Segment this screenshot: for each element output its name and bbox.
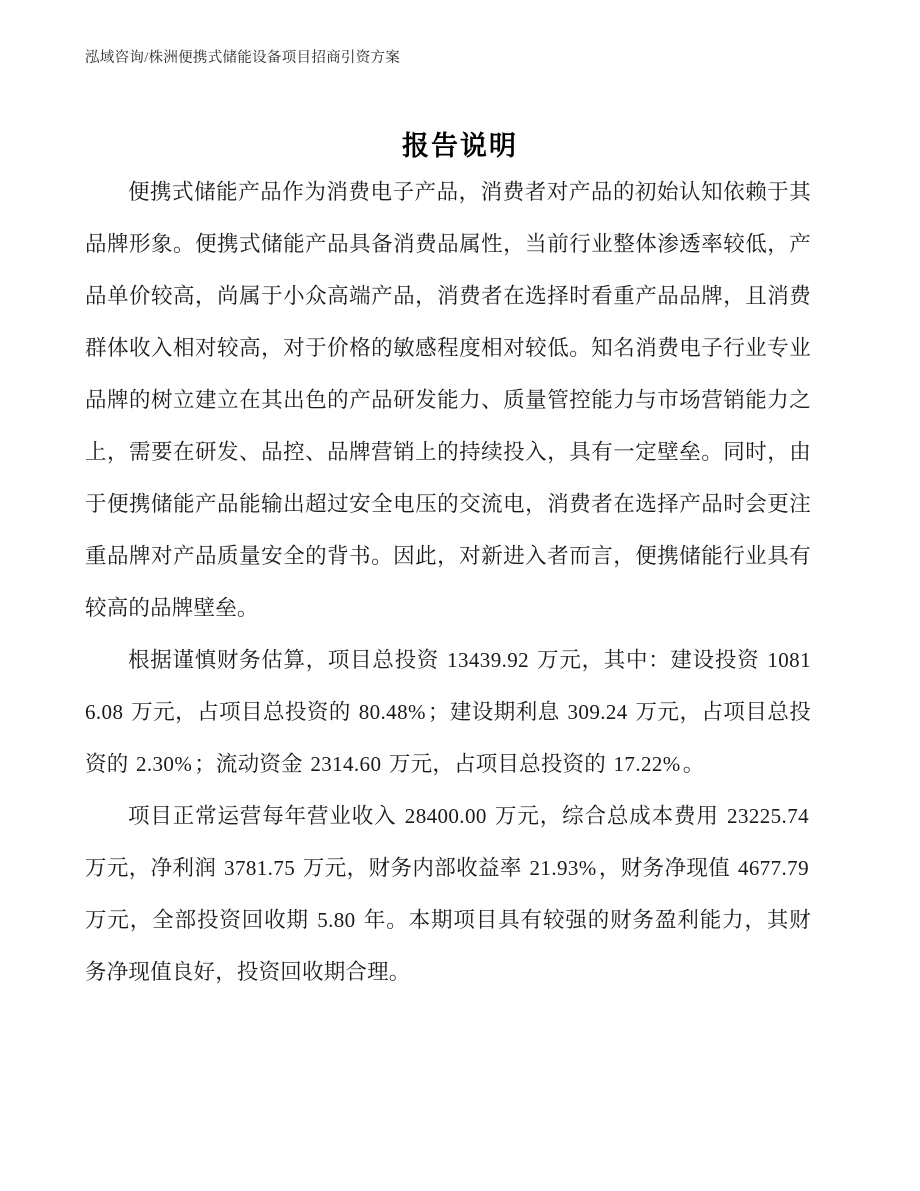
numeric-value: 28400.00 — [404, 804, 487, 828]
numeric-value: 309.24 — [567, 700, 628, 724]
document-body — [85, 166, 811, 998]
numeric-value: 3781.75 — [224, 856, 296, 880]
paragraph-investment-estimate: 根据谨慎财务估算，项目总投资 13439.92 万元，其中：建设投资 10816.08 万元，占项目总投资的 80.48%；建设期利息 309.24 万元，占项目总投资的 2.30%；流动资金 2314.60 万元，占项目总投资的 17.22%。 — [85, 648, 811, 776]
numeric-value: 2.30% — [135, 752, 193, 776]
numeric-value: 21.93% — [529, 856, 597, 880]
numeric-value: 17.22% — [613, 752, 681, 776]
numeric-value: 80.48% — [358, 700, 426, 724]
numeric-value: 10816.08 — [85, 648, 811, 724]
numeric-value: 23225.74 — [727, 804, 809, 828]
running-header: 泓域咨询/株洲便携式储能设备项目招商引资方案 — [85, 50, 401, 66]
paragraph-brand-barrier: 便携式储能产品作为消费电子产品，消费者对产品的初始认知依赖于其品牌形象。便携式储能产品具备消费品属性，当前行业整体渗透率较低，产品单价较高，尚属于小众高端产品，消费者在选择时看重产品品牌，且消费群体收入相对较高，对于价格的敏感程度相对较低。知名消费电子行业专业品牌的树立建立在其出色的产品研发能力、质量管控能力与市场营销能力之上，需要在研发、品控、品牌营销上的持续投入，具有一定壁垒。同时，由于便携储能产品能输出超过安全电压的交流电，消费者在选择产品时会更注重品牌对产品质量安全的背书。因此，对新进入者而言，便携储能行业具有较高的品牌壁垒。 — [85, 180, 811, 620]
numeric-value: 2314.60 — [310, 752, 382, 776]
page-title: 报告说明 — [402, 131, 518, 162]
numeric-value: 4677.79 — [737, 856, 809, 880]
numeric-value: 5.80 — [317, 908, 356, 932]
numeric-value: 13439.92 — [447, 648, 530, 672]
paragraph-operating-results: 项目正常运营每年营业收入 28400.00 万元，综合总成本费用 23225.74 万元，净利润 3781.75 万元，财务内部收益率 21.93%，财务净现值 4677.79 万元，全部投资回收期 5.80 年。本期项目具有较强的财务盈利能力，其财务净现值良好，投资回收期合理。 — [85, 804, 812, 984]
